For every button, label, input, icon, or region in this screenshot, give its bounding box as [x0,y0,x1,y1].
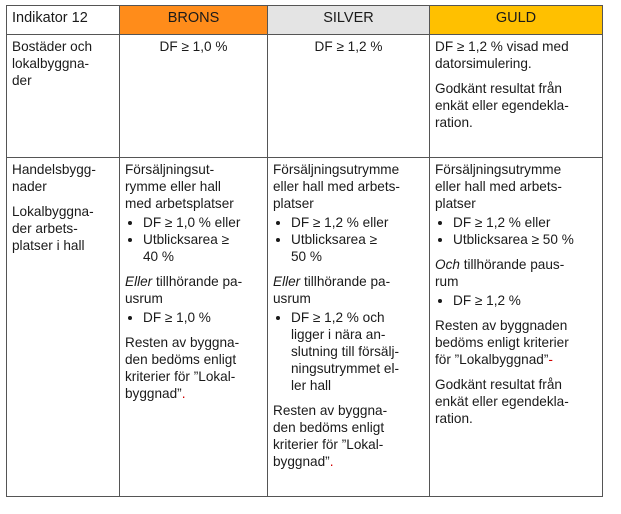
silver-alt-rest: tillhörande pa- usrum [273,274,391,306]
bronze-intro: Försäljningsut- rymme eller hall med arbetsplatser [125,162,234,211]
silver-rest [273,402,424,470]
gold-alt-em: Och [435,257,460,272]
list-item: • Utblicksarea ≥ 40 % [143,231,262,265]
gold-survey: Godkänt resultat från enkät eller egendekla- ration. [435,377,569,426]
silver-rest-mark: . [329,454,334,469]
header-silver: SILVER [268,6,430,35]
bronze-alt-em: Eller [125,274,153,289]
row2-bronze [120,158,268,497]
list-item: • DF ≥ 1,2 % eller [453,214,597,231]
bronze-rest [125,334,262,402]
row-commercial [7,158,603,497]
list-item: • Utblicksarea ≥ 50 % [291,231,424,265]
row2-silver [268,158,430,497]
bronze-alt-rest: tillhörande pa- usrum [125,274,243,306]
list-item: • DF ≥ 1,2 % och ligger i nära an- slutning till försälj- ningsutrymmet el- ler hall [291,309,424,394]
row-housing [7,35,603,158]
silver-alt-em: Eller [273,274,301,289]
gold-rest-text: Resten av byggnaden bedöms enligt kriterier för ”Lokalbyggnad” [435,318,569,367]
silver-rest-text: Resten av byggna- den bedöms enligt kriterier för ”Lokal- byggnad” [273,403,388,469]
row2-label [7,158,120,497]
row1-bronze: DF ≥ 1,0 % [120,35,268,158]
bronze-rest-text: Resten av byggna- den bedöms enligt kriterier för ”Lokal- byggnad” [125,335,240,401]
list-item: • DF ≥ 1,0 % eller [143,214,262,231]
silver-alternative [273,273,424,307]
gold-bullets [435,214,597,248]
silver-alt-bullets [273,309,424,394]
gold-rest [435,317,597,368]
gold-alternative [435,256,597,290]
header-indicator: Indikator 12 [7,6,120,35]
gold-intro: Försäljningsutrymme eller hall med arbets- platser [435,162,562,211]
row1-gold-requirement: DF ≥ 1,2 % visad med datorsimulering. [435,39,569,71]
header-gold: GULD [430,6,603,35]
list-item: • DF ≥ 1,2 % [453,292,597,309]
header-bronze: BRONS [120,6,268,35]
bronze-alt-bullets [125,309,262,326]
silver-intro: Försäljningsutrymme eller hall med arbets- platser [273,162,400,211]
list-item: • DF ≥ 1,0 % [143,309,262,326]
row1-silver: DF ≥ 1,2 % [268,35,430,158]
bronze-alternative [125,273,262,307]
row2-label-commercial: Handelsbygg- nader [12,162,96,194]
header-row [7,6,603,35]
indicator-table [6,5,603,497]
silver-bullets [273,214,424,265]
row1-gold [430,35,603,158]
gold-alt-bullets [435,292,597,309]
bronze-bullets [125,214,262,265]
bronze-rest-mark: . [181,386,186,401]
gold-alt-rest: tillhörande paus- rum [435,257,565,289]
list-item: • DF ≥ 1,2 % eller [291,214,424,231]
row2-label-hall: Lokalbyggna- der arbets- platser i hall [12,204,94,253]
row2-gold [430,158,603,497]
row1-gold-survey: Godkänt resultat från enkät eller egendekla- ration. [435,81,569,130]
row1-label: Bostäder och lokalbyggna- der [7,35,120,158]
gold-rest-mark: - [548,352,553,367]
list-item: • Utblicksarea ≥ 50 % [453,231,597,248]
